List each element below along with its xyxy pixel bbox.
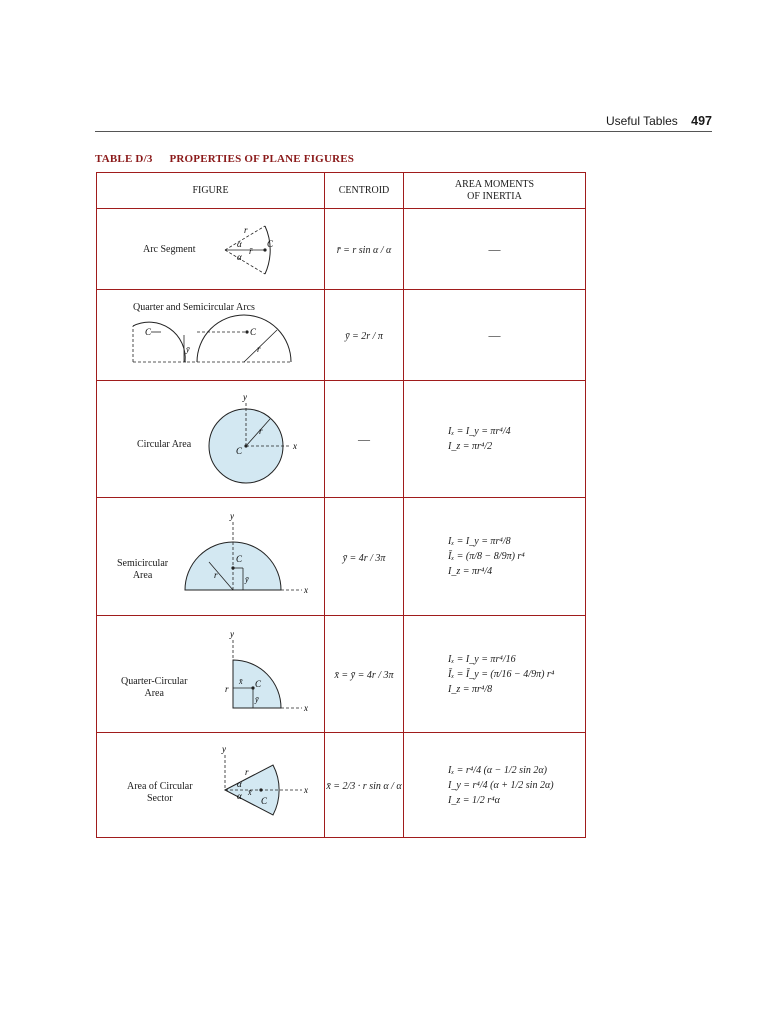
centroid-dash: — xyxy=(358,431,370,446)
centroid-cell xyxy=(325,498,404,616)
figure-label-line2: Area xyxy=(144,688,164,699)
table-caption xyxy=(95,153,354,165)
centroid-formula: x̄ = ȳ = 4r / 3π xyxy=(334,670,394,681)
svg-text:r: r xyxy=(214,570,218,580)
svg-text:C: C xyxy=(236,446,243,456)
figure-cell xyxy=(97,498,325,616)
header-moments-line2: OF INERTIA xyxy=(467,190,522,202)
svg-text:x: x xyxy=(304,785,308,795)
table-row xyxy=(97,733,586,838)
moment-iz: I_z = πr⁴/8 xyxy=(448,683,493,695)
page-number: 497 xyxy=(691,114,712,128)
header-moments-line1: AREA MOMENTS xyxy=(454,178,535,190)
svg-text:r: r xyxy=(244,225,248,235)
moments-cell xyxy=(404,209,586,290)
table-row xyxy=(97,381,586,498)
figure-label-line2: Sector xyxy=(146,793,173,804)
header-figure: FIGURE xyxy=(97,173,325,209)
table-row xyxy=(97,209,586,290)
moments-cell xyxy=(404,381,586,498)
centroid-cell xyxy=(325,381,404,498)
centroid-cell xyxy=(325,616,404,733)
svg-text:r: r xyxy=(259,426,263,436)
svg-text:r: r xyxy=(225,684,229,694)
moment-ix-iy: Iₓ = I_y = πr⁴/16 xyxy=(448,653,516,665)
figure-cell xyxy=(97,209,325,290)
moment-iy: I_y = r⁴/4 (α + 1/2 sin 2α) xyxy=(448,779,554,791)
svg-text:α: α xyxy=(237,791,242,801)
figure-cell xyxy=(97,381,325,498)
svg-text:ȳ: ȳ xyxy=(245,575,249,584)
centroid-formula: x̄ = 2/3 · r sin α / α xyxy=(326,781,402,792)
svg-text:C: C xyxy=(250,327,257,337)
moment-ix-bar: Īₓ = (π/8 − 8/9π) r⁴ xyxy=(448,551,525,562)
svg-text:α: α xyxy=(237,252,242,262)
centroid-cell xyxy=(325,209,404,290)
svg-text:α: α xyxy=(237,779,242,789)
table-row xyxy=(97,290,586,381)
moments-cell xyxy=(404,290,586,381)
figure-label: Arc Segment xyxy=(143,244,196,255)
moment-ix-bar: Īₓ = Ī_y = (π/16 − 4/9π) r⁴ xyxy=(448,668,555,680)
figure-label: Circular Area xyxy=(137,439,192,450)
svg-text:y: y xyxy=(222,744,226,754)
header-centroid: CENTROID xyxy=(325,173,404,209)
caption-id: TABLE D/3 xyxy=(95,153,153,165)
svg-text:C: C xyxy=(267,239,274,249)
running-head xyxy=(606,114,712,128)
moment-iz: I_z = πr⁴/2 xyxy=(448,441,493,452)
svg-text:ȳ: ȳ xyxy=(186,345,190,354)
arc-segment-diagram xyxy=(97,209,324,289)
svg-text:x̄: x̄ xyxy=(248,788,252,797)
figure-label: Quarter and Semicircular Arcs xyxy=(133,302,255,313)
centroid-cell xyxy=(325,290,404,381)
moment-ix-iy: Iₓ = I_y = πr⁴/8 xyxy=(448,536,511,547)
quarter-circular-area-diagram xyxy=(97,616,324,732)
svg-text:y: y xyxy=(230,629,234,639)
figure-label-line1: Quarter-Circular xyxy=(121,676,188,687)
figure-label-line1: Semicircular xyxy=(117,558,169,569)
table-row xyxy=(97,498,586,616)
svg-text:x̄: x̄ xyxy=(239,677,243,686)
header-row xyxy=(97,173,586,209)
header-moments xyxy=(404,173,586,209)
moment-ix-iy: Iₓ = I_y = πr⁴/4 xyxy=(448,426,511,437)
svg-text:x: x xyxy=(304,585,308,595)
moment-iz: I_z = πr⁴/4 xyxy=(448,566,493,577)
centroid-formula: r̄ = r sin α / α xyxy=(336,245,392,256)
properties-table xyxy=(96,172,586,838)
svg-text:y: y xyxy=(230,511,234,521)
figure-cell xyxy=(97,290,325,381)
moments-dash: — xyxy=(488,327,501,342)
svg-text:y: y xyxy=(243,392,247,402)
svg-text:r̄: r̄ xyxy=(249,246,253,256)
circular-sector-diagram xyxy=(97,733,324,837)
circular-area-diagram xyxy=(97,381,324,497)
svg-text:x: x xyxy=(293,441,297,451)
svg-text:C: C xyxy=(261,796,268,806)
svg-text:C: C xyxy=(145,327,152,337)
moments-cell xyxy=(404,616,586,733)
svg-text:ȳ: ȳ xyxy=(255,695,259,704)
header-rule xyxy=(95,131,712,132)
moments-cell xyxy=(404,498,586,616)
moment-iz: I_z = 1/2 r⁴α xyxy=(448,794,500,806)
semicircular-area-diagram xyxy=(97,498,324,615)
figure-label-line1: Area of Circular xyxy=(127,781,193,792)
section-title: Useful Tables xyxy=(605,114,678,128)
moments-dash: — xyxy=(488,241,501,256)
svg-text:α: α xyxy=(237,239,242,249)
figure-cell xyxy=(97,616,325,733)
svg-text:C: C xyxy=(255,679,262,689)
table-row xyxy=(97,616,586,733)
moments-cell xyxy=(404,733,586,838)
centroid-formula: ȳ = 2r / π xyxy=(345,331,383,342)
svg-text:C: C xyxy=(236,554,243,564)
svg-text:r: r xyxy=(257,344,261,354)
centroid-formula: ȳ = 4r / 3π xyxy=(342,552,386,564)
svg-text:x: x xyxy=(304,703,308,713)
figure-label-line2: Area xyxy=(132,570,153,581)
figure-cell xyxy=(97,733,325,838)
svg-text:r: r xyxy=(245,767,249,777)
caption-title: PROPERTIES OF PLANE FIGURES xyxy=(169,153,355,165)
quarter-semicircular-arcs-diagram xyxy=(97,290,324,380)
moment-ix: Iₓ = r⁴/4 (α − 1/2 sin 2α) xyxy=(448,764,547,776)
centroid-cell xyxy=(325,733,404,838)
